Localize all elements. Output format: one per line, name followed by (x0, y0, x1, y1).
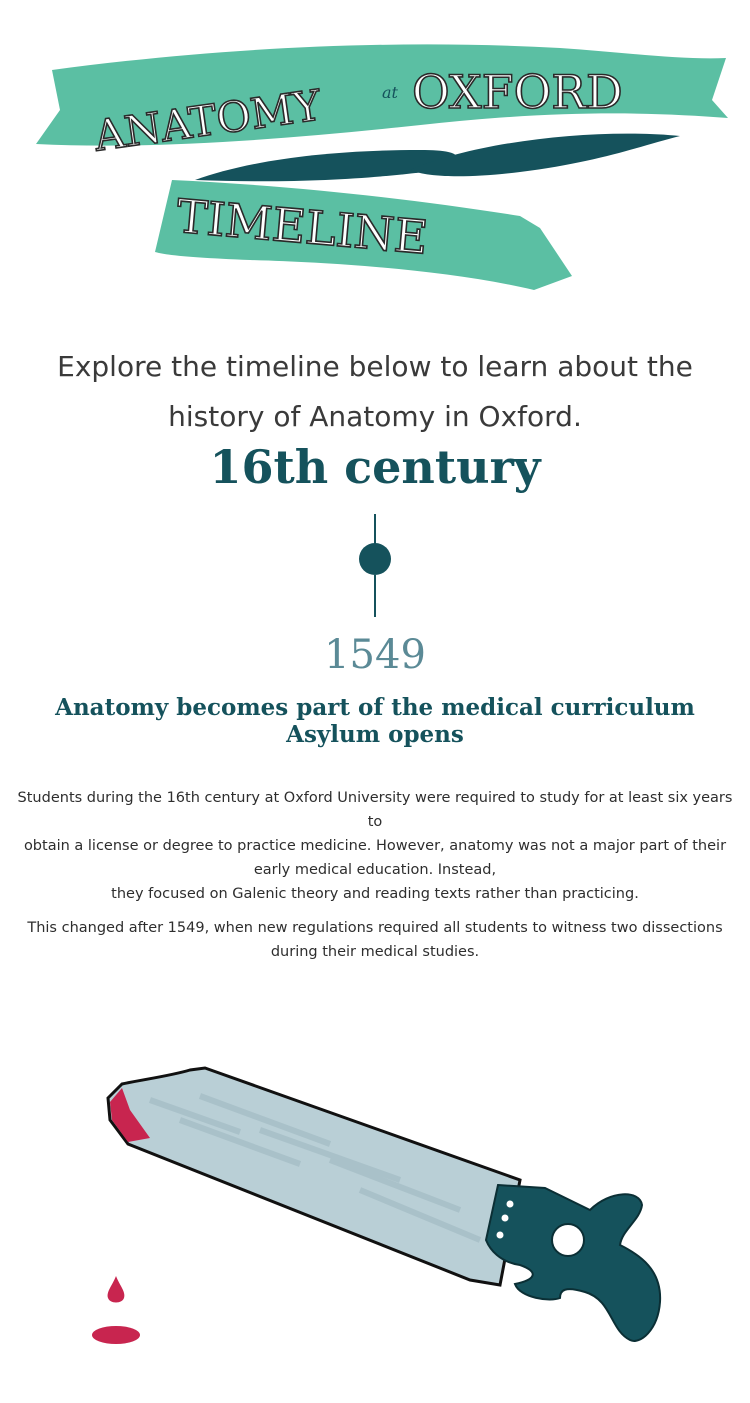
intro-line-2: history of Anatomy in Oxford. (168, 400, 582, 433)
saw-rivet-2 (502, 1215, 509, 1222)
entry-paragraph-1-line-2: obtain a license or degree to practice medicine. However, anatomy was not a major part of their (23, 838, 727, 854)
entry-year: 1549 (324, 632, 426, 678)
saw-handle (486, 1185, 660, 1341)
saw-rivet-3 (507, 1201, 514, 1208)
timeline-line-bottom (374, 575, 376, 617)
ribbon-fold-left (195, 150, 456, 181)
entry-paragraph-2-line-1: This changed after 1549, when new regulations required all students to witness two dissections (27, 920, 723, 936)
saw-blade (108, 1068, 520, 1285)
entry-description (12, 786, 738, 974)
timeline-dot (359, 543, 391, 575)
entry-paragraph-1 (12, 786, 738, 906)
saw-illustration (0, 1040, 750, 1403)
timeline-line-top (374, 514, 376, 544)
saw-handle-hole (552, 1224, 584, 1256)
entry-paragraph-2-line-2: during their medical studies. (270, 944, 480, 960)
logo-word-anatomy: ANATOMY (91, 80, 325, 161)
anatomy-at-oxford-timeline-logo (0, 0, 750, 310)
entry-paragraph-1-line-3: early medical education. Instead, (253, 862, 497, 878)
blood-drop (108, 1276, 125, 1303)
logo-word-oxford: OXFORD (412, 65, 623, 119)
saw-rivet-1 (497, 1232, 504, 1239)
entry-paragraph-2 (12, 916, 738, 964)
century-heading: 16th century (209, 440, 541, 494)
entry-title: Anatomy becomes part of the medical curriculum Asylum opens (55, 694, 695, 748)
blood-puddle (92, 1326, 140, 1344)
logo-word-timeline: TIMELINE (174, 188, 431, 265)
entry-paragraph-1-line-4: they focused on Galenic theory and reading texts rather than practicing. (111, 886, 639, 902)
intro-line-1: Explore the timeline below to learn about the (57, 350, 693, 383)
entry-paragraph-1-line-1: Students during the 16th century at Oxford University were required to study for at least six years to (17, 790, 733, 830)
intro-text (40, 342, 710, 442)
logo-word-at: at (382, 83, 398, 102)
